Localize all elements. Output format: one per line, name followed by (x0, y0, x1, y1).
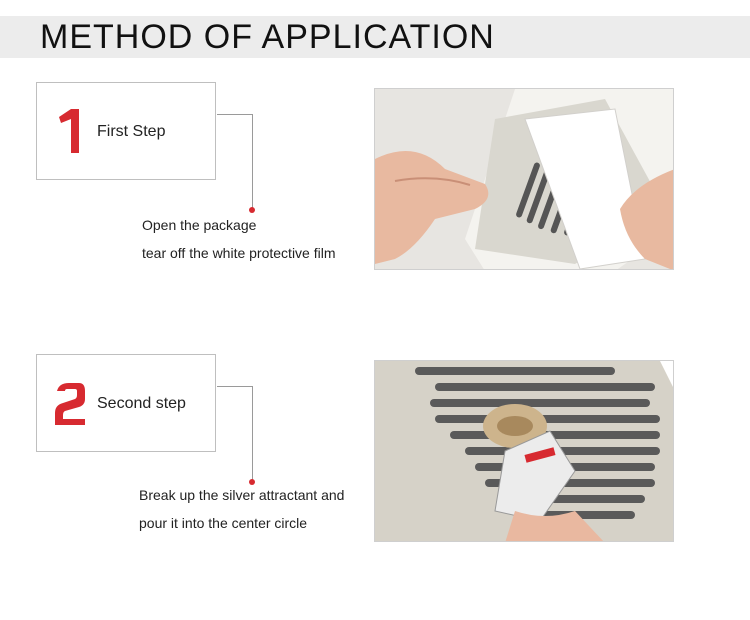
step-2-number-icon (53, 377, 87, 429)
step-1-line-2: tear off the white protective film (142, 245, 336, 261)
step-1-number-icon (53, 105, 87, 157)
step-1-box (36, 82, 216, 180)
step-2-line-2: pour it into the center circle (139, 515, 308, 531)
step-1-label: First Step (97, 123, 166, 140)
step-2-label: Second step (97, 395, 186, 412)
step-2-line-1: Break up the silver attractant and (139, 487, 345, 503)
step-2-connector (217, 386, 253, 483)
step-2-photo (374, 360, 674, 542)
step-1-line-1: Open the package (142, 217, 257, 233)
step-1-description (142, 211, 336, 267)
step-1-connector (217, 114, 253, 211)
step-2-box (36, 354, 216, 452)
step-1-photo (374, 88, 674, 270)
page-title: METHOD OF APPLICATION (40, 18, 495, 56)
step-2-description (139, 481, 344, 537)
